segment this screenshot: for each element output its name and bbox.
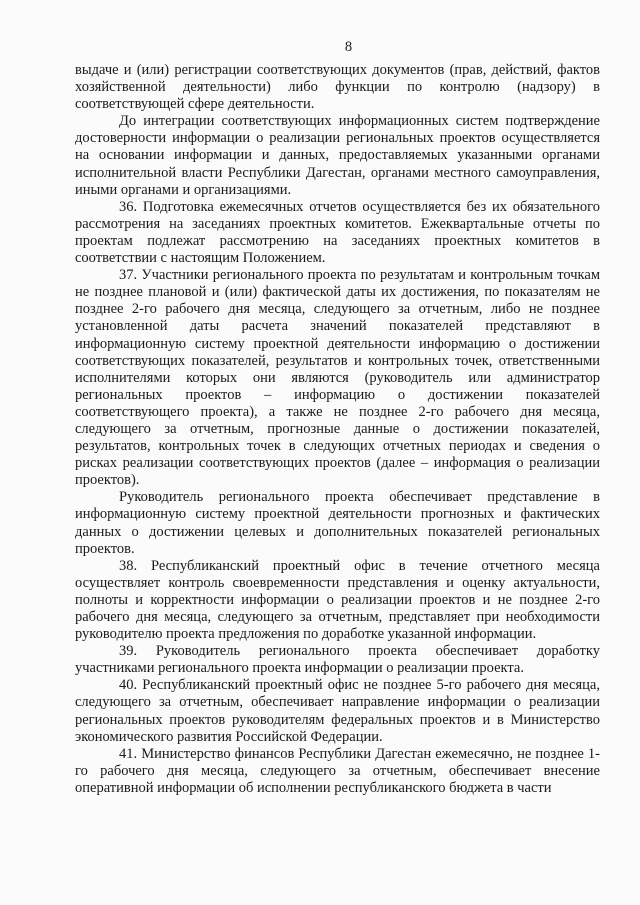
- paragraph-36: 36. Подготовка ежемесячных отчетов осуществляется без их обязательного рассмотрения на заседаниях проектных комитетов. Ежеквартальные отчеты по проектам подлежат рассмотрению на заседаниях проектных комитетов в соответствии с настоящим Положением.: [75, 198, 600, 267]
- paragraph-38: 38. Республиканский проектный офис в течение отчетного месяца осуществляет контроль своевременности представления и оценку актуальности, полноты и корректности информации о реализации проектов и не позднее 2-го рабочего дня месяца, следующего за отчетным, представляет при необходимости руководителю проекта предложения по доработке указанной информации.: [75, 557, 600, 643]
- paragraph-39: 39. Руководитель регионального проекта обеспечивает доработку участниками регионального проекта информации о реализации проекта.: [75, 643, 600, 677]
- paragraph-37-head: Руководитель регионального проекта обеспечивает представление в информационную систему проектной деятельности прогнозных и фактических данных о достижении целевых и дополнительных показателей региональных проектов.: [75, 489, 600, 557]
- paragraph-41: 41. Министерство финансов Республики Дагестан ежемесячно, не позднее 1-го рабочего дня месяца, следующего за отчетным, обеспечивает внесение оперативной информации об исполнении республиканского бюджета в части: [75, 745, 600, 796]
- paragraph-integration: До интеграции соответствующих информационных систем подтверждение достоверности информации о реализации региональных проектов осуществляется на основании информации и данных, предоставляемых указанными органами исполнительной власти Республики Дагестан, органами местного самоуправления, иными органами и организациями.: [75, 113, 600, 198]
- page-number: 8: [344, 39, 353, 55]
- paragraph-40: 40. Республиканский проектный офис не позднее 5-го рабочего дня месяца, следующего за отчетным, обеспечивает направление информации о реализации региональных проектов руководителям федеральных проектов и в Министерство экономического развития Российской Федерации.: [75, 677, 600, 745]
- paragraph-continuation: выдаче и (или) регистрации соответствующих документов (прав, действий, фактов хозяйственной деятельности) либо функции по контролю (надзору) в соответствующей сфере деятельности.: [75, 62, 600, 113]
- paragraph-37: 37. Участники регионального проекта по результатам и контрольным точкам не позднее плановой и (или) фактической даты их достижения, по показателям не позднее 2-го рабочего дня месяца, следующего за отчетным, либо не позднее установленной даты расчета значений показателей представляют в информационную систему проектной деятельности информацию о достижении соответствующих показателей, результатов и контрольных точек, ответственными исполнителями которых они являются (руководитель или администратор региональных проектов – информацию о достижении показателей соответствующего проекта), а также не позднее 2-го рабочего дня месяца, следующего за отчетным, прогнозные данные о достижении показателей, результатов, контрольных точек в следующих отчетных периодах и сведения о рисках реализации соответствующих проектов (далее – информация о реализации проектов).: [75, 267, 600, 489]
